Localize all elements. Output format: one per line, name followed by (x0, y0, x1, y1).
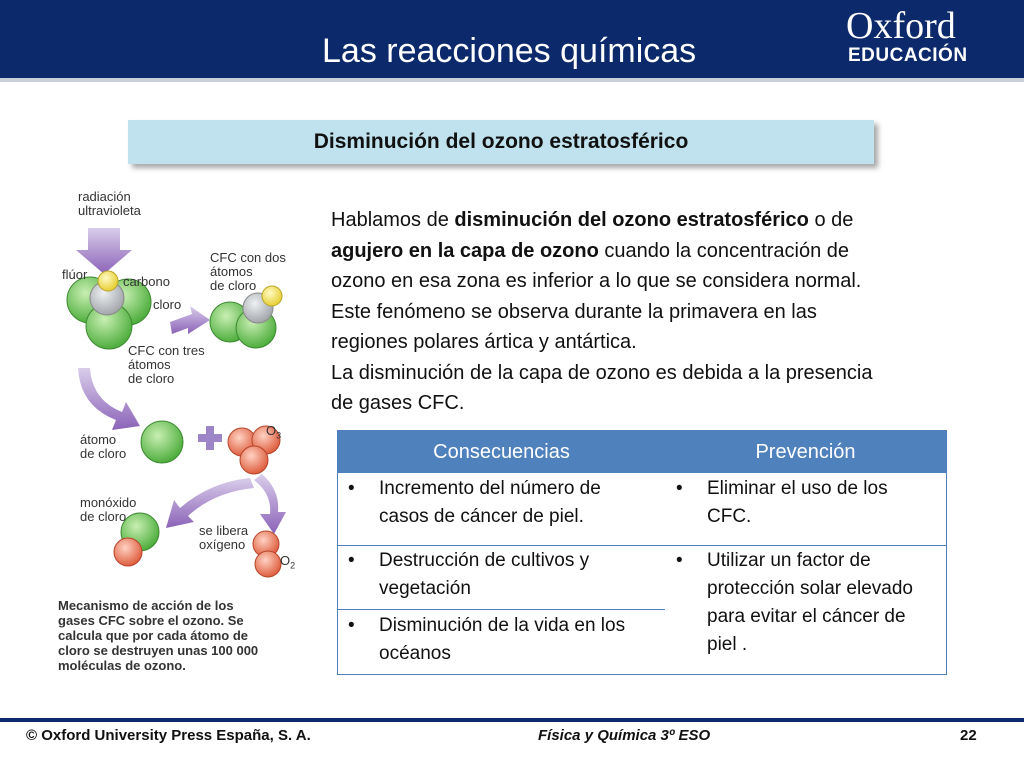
right-down-arrow-icon (254, 474, 286, 534)
header-stripe (0, 78, 1024, 82)
left-down-arrow-icon (166, 478, 254, 528)
label-atomo-cloro: átomo de cloro (80, 432, 127, 461)
consequences-prevention-table (337, 430, 947, 675)
subtitle-band (128, 120, 874, 164)
paragraph-line-3: ozono en esa zona es inferior a lo que se considera normal. (331, 270, 862, 292)
paragraph-line-5: regiones polares ártica y antártica. (331, 331, 637, 353)
row-divider (338, 545, 946, 546)
label-cfc-dos: CFC con dos átomos de cloro (210, 250, 286, 293)
label-cfc-tres: CFC con tres átomos de cloro (128, 343, 205, 386)
paragraph-line-6: La disminución de la capa de ozono es debida a la presencia (331, 361, 873, 384)
table-cell-consequence-2: • Destrucción de cultivos y vegetación (348, 550, 590, 599)
label-cloro: cloro (153, 297, 182, 312)
plus-icon (198, 426, 222, 450)
page-number: 22 (960, 727, 977, 744)
label-monoxido: monóxido de cloro (80, 495, 137, 524)
label-fluor: flúor (62, 267, 88, 282)
subtitle: Disminución del ozono estratosférico (313, 130, 689, 153)
table-cell-consequence-3: • Disminución de la vida en los océanos (348, 615, 626, 664)
footer-bar (0, 718, 1024, 722)
footer-course: Física y Química 3º ESO (538, 727, 711, 744)
footer-copyright: © Oxford University Press España, S. A. (26, 727, 311, 744)
slide-title: Las reacciones químicas (322, 32, 697, 70)
header-bar (0, 0, 1024, 78)
paragraph-line-2: agujero en la capa de ozono cuando la concentración de (331, 239, 850, 262)
label-o3: $O_3$ (266, 423, 282, 441)
oxygen-molecule (253, 531, 281, 577)
label-o2: $O_2$ (280, 553, 296, 571)
label-libera-oxigeno: se libera oxígeno (199, 523, 249, 552)
label-radiacion: radiación ultravioleta (78, 189, 141, 218)
paragraph-line-4: Este fenómeno se observa durante la primavera en las (331, 300, 817, 323)
oxford-logo-text: Oxford (846, 5, 956, 47)
cfc-mechanism-illustration (40, 178, 318, 698)
header-prevencion: Prevención (755, 440, 856, 463)
table-cell-consequence-1: • Incremento del número de casos de cáncer de piel. (348, 478, 601, 527)
educacion-logo-text: EDUCACIÓN (848, 45, 968, 66)
table-cell-prevention-2: • Utilizar un factor de protección solar elevado para evitar el cáncer de piel . (676, 550, 913, 655)
paragraph-line-7: de gases CFC. (331, 392, 465, 414)
label-carbono: carbono (123, 274, 170, 289)
row-divider (338, 609, 665, 610)
table-header (338, 431, 946, 473)
molecule-diagram (40, 178, 318, 598)
illustration-caption: Mecanismo de acción de los gases CFC sobre el ozono. Se calcula que por cada átomo de cloro se destruyen unas 100 000 moléculas de ozono. (58, 598, 259, 673)
header-consecuencias: Consecuencias (433, 440, 570, 463)
chlorine-atom (141, 421, 183, 463)
body-paragraph (331, 205, 961, 419)
cfc-two-chlorine-molecule (210, 286, 282, 348)
footer (0, 718, 1024, 768)
table-cell-prevention-1: • Eliminar el uso de los CFC. (676, 478, 888, 527)
paragraph-line-1: Hablamos de disminución del ozono estratosférico o de (331, 209, 854, 231)
